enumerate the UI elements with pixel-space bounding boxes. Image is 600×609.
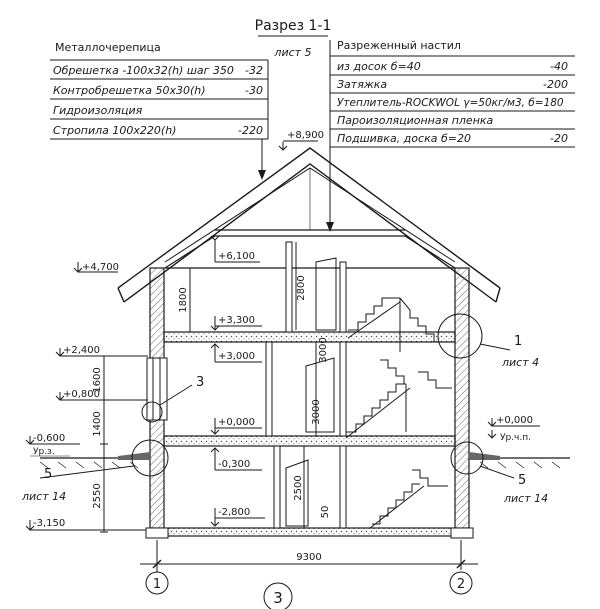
svg-text:1: 1 bbox=[514, 334, 523, 349]
elev-floor2-top bbox=[211, 315, 262, 330]
ceiling-spec-row-2-label: Утеплитель-ROCKWOL γ=50кг/м3, б=180 bbox=[337, 97, 564, 109]
svg-text:-0,300: -0,300 bbox=[218, 459, 251, 470]
svg-text:+0,000: +0,000 bbox=[218, 417, 256, 428]
svg-text:лист 14: лист 14 bbox=[22, 490, 67, 503]
svg-text:+4,700: +4,700 bbox=[82, 262, 120, 273]
drawing-title: Разрез 1-1 bbox=[254, 18, 332, 34]
svg-text:1600: 1600 bbox=[92, 367, 103, 393]
roof-spec-header: Металлочерепица bbox=[55, 41, 161, 54]
svg-text:-0,600: -0,600 bbox=[33, 433, 66, 444]
svg-text:2500: 2500 bbox=[293, 475, 304, 501]
elev-ground bbox=[26, 433, 80, 457]
roof-spec-row-0-value: -32 bbox=[245, 64, 263, 77]
svg-text:3: 3 bbox=[196, 375, 205, 390]
left-window bbox=[147, 358, 167, 420]
svg-text:+0,000: +0,000 bbox=[496, 415, 534, 426]
ceiling-spec-row-1-value: -200 bbox=[543, 78, 568, 91]
elev-foundation bbox=[26, 518, 146, 530]
slab-floor2 bbox=[164, 332, 455, 342]
svg-text:3000: 3000 bbox=[311, 399, 322, 425]
svg-text:+0,800: +0,800 bbox=[63, 389, 101, 400]
svg-text:5: 5 bbox=[518, 473, 527, 488]
elev-below-floor1 bbox=[211, 448, 262, 470]
roof-spec-row-1-value: -30 bbox=[245, 84, 263, 97]
roof-spec-row-0-label: Обрешетка -100x32(h) шаг 350 bbox=[53, 64, 234, 77]
slab-floor1 bbox=[164, 436, 455, 446]
svg-text:+8,900: +8,900 bbox=[287, 130, 325, 141]
svg-text:+3,300: +3,300 bbox=[218, 315, 256, 326]
ground bbox=[40, 452, 570, 468]
ceiling-spec-header: Разреженный настил bbox=[337, 39, 461, 52]
axis-1 bbox=[146, 570, 168, 594]
roof bbox=[118, 148, 500, 302]
total-width-dimension bbox=[140, 540, 478, 570]
roof-spec-table bbox=[50, 41, 268, 180]
slab-basement bbox=[150, 528, 469, 536]
elev-window-top bbox=[56, 345, 148, 356]
roof-spec-row-3-label: Стропила 100x220(h) bbox=[53, 124, 177, 137]
svg-text:Ур.з.: Ур.з. bbox=[33, 447, 55, 457]
elev-floor2 bbox=[211, 344, 262, 362]
svg-text:3000: 3000 bbox=[318, 337, 329, 363]
svg-text:-2,800: -2,800 bbox=[218, 507, 251, 518]
ceiling-spec-row-3-label: Пароизоляционная пленка bbox=[337, 114, 494, 127]
elev-floor1 bbox=[211, 417, 262, 434]
svg-text:+2,400: +2,400 bbox=[63, 345, 101, 356]
ceiling-spec-row-1-label: Затяжка bbox=[337, 78, 388, 91]
roof-spec-row-2-label: Гидроизоляция bbox=[53, 104, 143, 117]
svg-text:лист 4: лист 4 bbox=[502, 356, 540, 369]
svg-text:1: 1 bbox=[152, 577, 162, 592]
ceiling-spec-row-0-label: из досок б=40 bbox=[337, 60, 421, 73]
svg-text:2550: 2550 bbox=[92, 483, 103, 509]
svg-text:2800: 2800 bbox=[296, 275, 307, 301]
svg-text:лист 14: лист 14 bbox=[504, 492, 549, 505]
axis-2 bbox=[450, 572, 472, 594]
sheet-ref-top: лист 5 bbox=[274, 46, 312, 59]
ceiling-spec-row-4-value: -20 bbox=[550, 132, 568, 145]
elev-attic-floor bbox=[211, 236, 260, 262]
interior-elevations bbox=[211, 236, 265, 526]
svg-text:1400: 1400 bbox=[92, 411, 103, 437]
svg-text:2: 2 bbox=[456, 577, 466, 592]
svg-text:9300: 9300 bbox=[296, 552, 322, 563]
right-wall bbox=[455, 268, 469, 530]
elev-ridge bbox=[279, 130, 324, 150]
elev-floor1-right bbox=[488, 415, 540, 443]
svg-text:50: 50 bbox=[320, 505, 331, 519]
svg-text:+3,000: +3,000 bbox=[218, 351, 256, 362]
roof-spec-row-3-value: -220 bbox=[238, 124, 263, 137]
svg-text:3: 3 bbox=[273, 589, 283, 607]
roof-spec-row-1-label: Контробрешетка 50x30(h) bbox=[53, 84, 206, 97]
svg-text:5: 5 bbox=[44, 467, 53, 482]
ceiling-spec-row-0-value: -40 bbox=[550, 60, 568, 73]
svg-text:1800: 1800 bbox=[178, 287, 189, 313]
svg-text:Ур.ч.п.: Ур.ч.п. bbox=[500, 433, 531, 443]
elev-basement-floor bbox=[211, 507, 265, 526]
section-marker bbox=[264, 583, 292, 609]
ceiling-spec-row-4-label: Подшивка, доска б=20 bbox=[337, 132, 471, 145]
svg-text:-3,150: -3,150 bbox=[33, 518, 66, 529]
elev-eave bbox=[74, 262, 119, 273]
svg-text:+6,100: +6,100 bbox=[218, 251, 256, 262]
